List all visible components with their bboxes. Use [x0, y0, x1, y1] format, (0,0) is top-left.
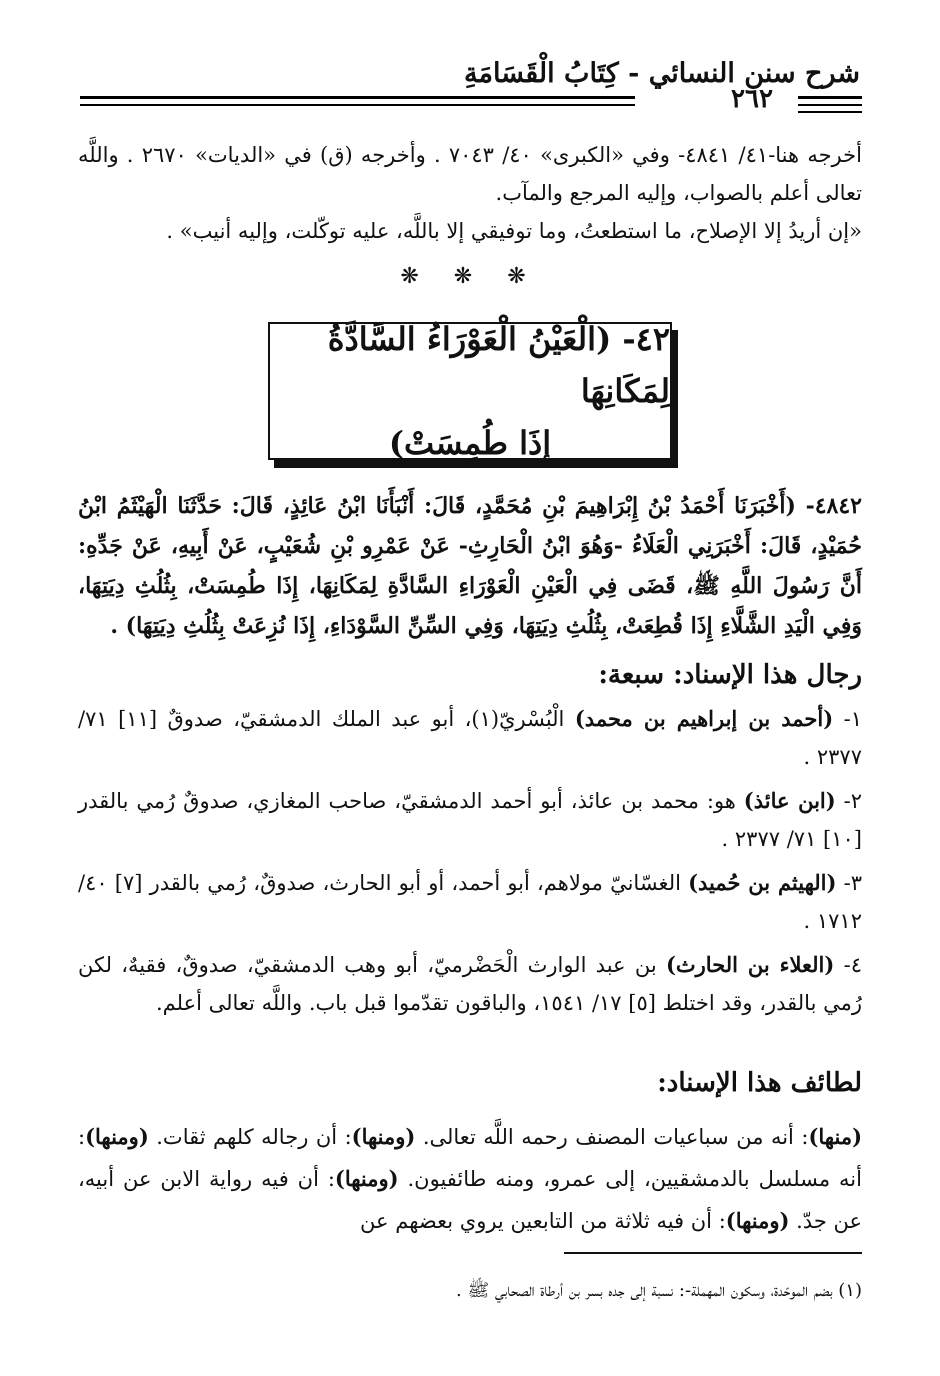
page-number-rule [798, 111, 862, 113]
lataif-paragraph [78, 1116, 862, 1242]
page-number: ٢٦٢ [731, 84, 773, 114]
rijal-item [78, 782, 862, 858]
narrator-desc: بن عبد الوارث الْحَضْرميّ، أبو وهب الدمشقيّ، صدوقٌ، فقيهٌ، لكن رُمي بالقدر، وقد اختلط [٥] ١٧/ ١٥٤١، والباقون تقدّموا قبل باب. واللَّه تعالى أعلم. [78, 953, 862, 1015]
point-marker: (ومنها) [351, 1124, 416, 1149]
item-number: ٢- [835, 789, 863, 813]
hadith-text: ٤٨٤٢- (أَخْبَرَنَا أَحْمَدُ بْنُ إِبْرَاهِيمَ بْنِ مُحَمَّدٍ، قَالَ: أَنْبَأَنَا ابْنُ عَائِذٍ، قَالَ: حَدَّثَنَا الْهَيْثَمُ ابْنُ حُمَيْدٍ، قَالَ: أَخْبَرَنِي الْعَلَاءُ -وَهُوَ ابْنُ الْحَارِثِ- عَنْ عَمْرِو بْنِ شُعَيْبٍ، عَنْ أَبِيهِ، عَنْ جَدِّهِ: أَنَّ رَسُولَ اللَّهِ ﷺ، قَضَى فِي الْعَيْنِ الْعَوْرَاءِ السَّادَّةِ لِمَكَانِهَا، إِذَا طُمِسَتْ، بِثُلُثِ دِيَتِهَا، وَفِي الْيَدِ الشَّلَّاءِ إِذَا قُطِعَتْ، بِثُلُثِ دِيَتِهَا، وَفِي السِّنِّ السَّوْدَاءِ، إِذَا نُزِعَتْ بِثُلُثِ دِيَتِهَا) . [78, 493, 862, 639]
running-header-title: شرح سنن النسائي - كِتَابُ الْقَسَامَةِ [464, 58, 860, 89]
point-text: : أن فيه ثلاثة من التابعين يروي بعضهم عن [360, 1209, 726, 1233]
point-text: : أنه مسلسل بالدمشقيين، إلى عمرو، ومنه طائفيون. [78, 1125, 862, 1191]
rijal-item [78, 700, 862, 776]
section-separator: ❋ ❋ ❋ [400, 264, 540, 289]
point-text: : أنه من سباعيات المصنف رحمه اللَّه تعالى. [415, 1125, 809, 1149]
narrator-name: (الهيثم بن حُميد) [688, 870, 837, 895]
point-text: : أن فيه رواية الابن عن أبيه، عن جدّ. [78, 1167, 862, 1233]
point-marker: (ومنها) [85, 1124, 149, 1149]
chapter-heading-box [268, 322, 672, 460]
intro-paragraph [78, 136, 862, 250]
narrator-desc: هو: محمد بن عائذ، أبو أحمد الدمشقيّ، صاحب المغازي، صدوقٌ رُمي بالقدر [١٠] ٧١/ ٢٣٧٧ . [78, 789, 862, 851]
chapter-heading-line: ٤٢- (الْعَيْنُ الْعَوْرَاءُ السَّادَّةُ لِمَكَانِهَا [327, 320, 670, 410]
point-marker: (ومنها) [725, 1208, 790, 1233]
item-number: ١- [833, 707, 862, 731]
narrator-name: (العلاء بن الحارث) [665, 952, 835, 977]
point-marker: (منها) [808, 1124, 863, 1149]
footnote: (١) بضم الموحّدة، وسكون المهملة-: نسبة إلى جده بسر بن أرطاة الصحابي ﷺ . [456, 1280, 862, 1301]
item-number: ٣- [836, 871, 862, 895]
header-rule-thin [80, 104, 635, 106]
intro-quote: «إن أريدُ إلا الإصلاح، ما استطعتُ، وما توفيقي إلا باللَّه، عليه توكّلت، وإليه أنيب» . [166, 219, 862, 243]
page-number-rule [798, 104, 862, 106]
lataif-section-title: لطائف هذا الإسناد: [657, 1068, 862, 1098]
header-rule [80, 96, 635, 99]
narrator-desc: الْبُسْريّ(١)، أبو عبد الملك الدمشقيّ، صدوقٌ [١١] ٧١/ ٢٣٧٧ . [78, 707, 862, 769]
narrator-desc: الغسّانيّ مولاهم، أبو أحمد، أو أبو الحارث، صدوقٌ، رُمي بالقدر [٧] ٤٠/ ١٧١٢ . [78, 871, 862, 933]
rijal-list [78, 700, 862, 1028]
rijal-item [78, 946, 862, 1022]
narrator-name: (ابن عائذ) [743, 788, 836, 813]
footnote-rule [564, 1252, 862, 1254]
point-marker: (ومنها) [334, 1166, 399, 1191]
narrator-name: (أحمد بن إبراهيم بن محمد) [574, 706, 834, 731]
rijal-item [78, 864, 862, 940]
page-number-rule [798, 96, 862, 99]
point-text: : أن رجاله كلهم ثقات. [148, 1125, 352, 1149]
rijal-section-title: رجال هذا الإسناد: سبعة: [598, 660, 862, 690]
chapter-heading-line: إِذَا طُمِسَتْ) [388, 424, 552, 462]
item-number: ٤- [834, 953, 862, 977]
intro-line: أخرجه هنا-٤١/ ٤٨٤١- وفي «الكبرى» ٤٠/ ٧٠٤٣ . وأخرجه (ق) في «الديات» ٢٦٧٠ . واللَّه تعالى أعلم بالصواب، وإليه المرجع والمآب. [78, 143, 862, 205]
